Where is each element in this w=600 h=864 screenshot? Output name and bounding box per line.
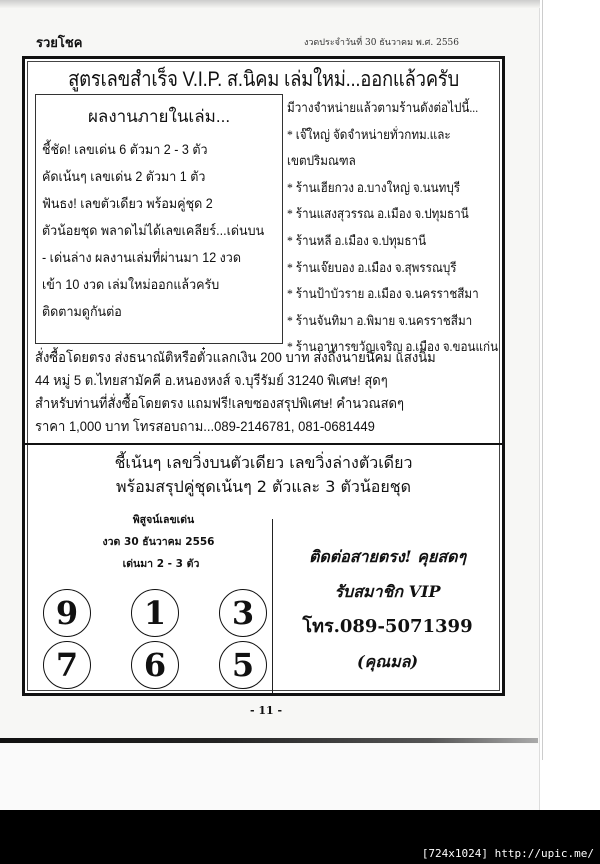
circled-number: 7	[43, 641, 91, 689]
section-divider	[25, 443, 502, 445]
contact-name: (คุณมล)	[356, 652, 419, 671]
contents-heading: ผลงานภายในเล่ม...	[87, 107, 231, 126]
contents-line: ตัวน้อยชุด พลาดไม่ได้เลขเคลียร์...เด่นบน	[42, 223, 265, 238]
circled-number: 6	[131, 641, 179, 689]
scan-margin	[540, 0, 600, 810]
contents-line: เข้า 10 งวด เล่มใหม่ออกแล้วครับ	[42, 277, 220, 292]
circled-number: 5	[219, 641, 267, 689]
scan-bottom-edge	[0, 738, 538, 743]
shop-intro: มีวางจำหน่ายแล้วตามร้านดังต่อไปนี้...	[287, 100, 479, 115]
proof-result: เด่นมา 2 - 3 ตัว	[122, 558, 200, 570]
order-line: สำหรับท่านที่สั่งซื้อโดยตรง แถมฟรี!เลขซองสรุปพิเศษ! คำนวณสดๆ	[35, 395, 404, 411]
issue-date: งวดประจำวันที่ 30 ธันวาคม พ.ศ. 2556	[303, 38, 459, 48]
contents-line: - เด่นล่าง ผลงานเล่มที่ผ่านมา 12 งวด	[42, 250, 242, 265]
watermark: [724x1024] http://upic.me/	[421, 847, 594, 860]
magazine-name: รวยโชค	[36, 36, 83, 51]
page-number: - 11 -	[250, 704, 283, 717]
contents-box	[35, 94, 283, 344]
contents-line: ฟันธง! เลขตัวเดียว พร้อมคู่ชุด 2	[42, 196, 213, 211]
scan-fold-line	[542, 0, 543, 760]
proof-draw: งวด 30 ธันวาคม 2556	[102, 536, 215, 548]
shop-item: * ร้านหลี อ.เมือง จ.ปทุมธานี	[287, 232, 427, 248]
contact-phone: โทร.089-5071399	[302, 616, 473, 637]
contact-line: รับสมาชิก VIP	[334, 582, 441, 601]
circled-number: 1	[131, 589, 179, 637]
circled-number: 9	[43, 589, 91, 637]
proof-section	[25, 509, 272, 575]
shop-item: * ร้านเจ๊ยบอง อ.เมือง จ.สุพรรณบุรี	[287, 259, 457, 275]
proof-label: พิสูจน์เลขเด่น	[132, 514, 195, 526]
contents-line: ชี้ชัด! เลขเด่น 6 ตัวมา 2 - 3 ตัว	[42, 142, 208, 157]
circled-number: 3	[219, 589, 267, 637]
contact-section	[273, 539, 502, 679]
promo-line: ชี้เน้นๆ เลขวิ่งบนตัวเดียว เลขวิ่งล่างตัวเดียว	[114, 453, 413, 472]
order-line: ราคา 1,000 บาท โทรสอบถาม...089-2146781, 081-0681449	[35, 418, 375, 434]
advertisement-box	[22, 56, 505, 696]
shop-item: * ร้านอาหารขวัญเจริญ อ.เมือง จ.ขอนแก่น	[287, 339, 499, 355]
contents-line: ติดตามดูกันต่อ	[42, 304, 122, 319]
shop-item: * ร้านแสงสุวรรณ อ.เมือง จ.ปทุมธานี	[287, 206, 469, 222]
contents-line: คัดเน้นๆ เลขเด่น 2 ตัวมา 1 ตัว	[42, 169, 206, 184]
order-info	[35, 346, 501, 438]
shop-item: * ร้านเฮียกวง อ.บางใหญ่ จ.นนทบุรี	[287, 179, 461, 195]
scan-top-shade	[0, 0, 540, 8]
promo-line: พร้อมสรุปคู่ชุดเน้นๆ 2 ตัวและ 3 ตัวน้อยชุด	[115, 477, 412, 496]
shop-item: * ร้านจันทิมา อ.พิมาย จ.นครราชสีมา	[287, 312, 473, 328]
shop-item: เขตปริมณฑล	[287, 153, 356, 169]
contact-line: ติดต่อสายตรง! คุยสดๆ	[308, 547, 467, 566]
order-line: สั่งซื้อโดยตรง ส่งธนาณัติหรือตั๋วแลกเงิน 200 บาท ส่งถึงนายนิคม แสงนิ่ม	[35, 349, 436, 365]
shop-list	[287, 95, 499, 361]
order-line: 44 หมู่ 5 ต.ไทยสามัคคี อ.หนองหงส์ จ.บุรีรัมย์ 31240 พิเศษ! สุดๆ	[35, 372, 388, 388]
shop-item: * ร้านป้าบัวราย อ.เมือง จ.นครราชสีมา	[287, 286, 479, 302]
proof-numbers	[43, 589, 273, 689]
ad-title: สูตรเลขสำเร็จ V.I.P. ส.นิคม เล่มใหม่...ออกแล้วครับ	[68, 68, 459, 91]
shop-item: * เจ๊ใหญ่ จัดจำหน่ายทั่วกทม.และ	[287, 126, 451, 142]
promo-text	[25, 451, 502, 499]
